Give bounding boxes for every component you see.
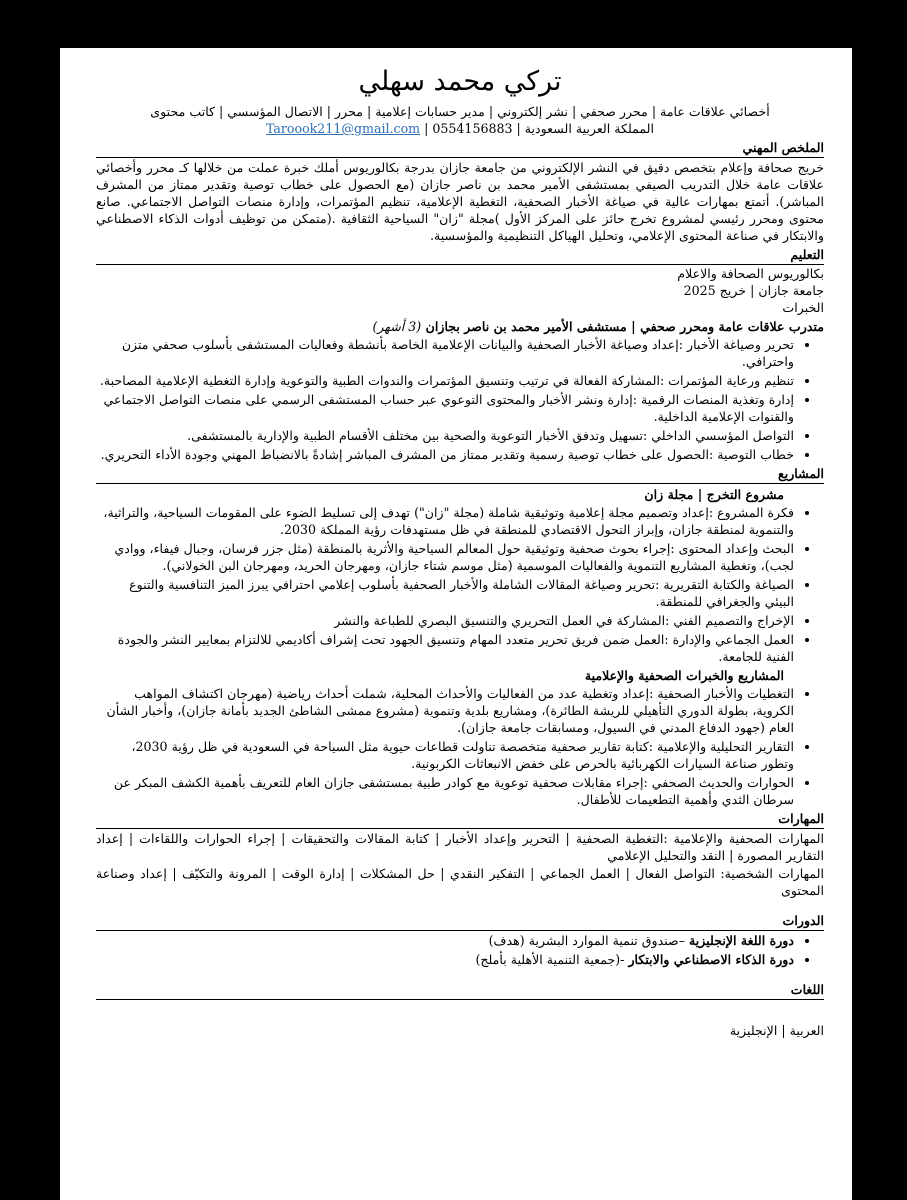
candidate-name: تركي محمد سهلي xyxy=(358,66,562,97)
personal-skills: المهارات الشخصية: التواصل الفعال | العمل الجماعي | التفكير النقدي | حل المشكلات | إدارة الوقت | المرونة والتكيّف | إعداد وصناعة المحتوى xyxy=(96,866,824,898)
resume-content xyxy=(96,58,824,1039)
skills-heading: المهارات xyxy=(96,811,824,829)
graduation-project-list xyxy=(96,504,824,665)
courses-list xyxy=(96,932,824,968)
education-degree: بكالوريوس الصحافة والاعلام xyxy=(677,266,824,281)
list-item: • التغطيات والأخبار الصحفية :إعداد وتغطية عدد من الفعاليات والأحداث المحلية، شملت أحداث رياضية (مهرجان اكتشاف المواهب الكروية، بطولة الدوري التأهيلي للريشة الطائرة)، ومشاريع بلدية وتنموية (مشروع ممشى الشاطئ الجديد بأمانة جازان)، وأخبار الشأن العام (جهود الدفاع المدني في السيول، ومسابقات جامعة جازان). xyxy=(96,685,794,736)
separator: | xyxy=(516,121,521,136)
summary-heading: الملخص المهني xyxy=(96,140,824,158)
phone: 0554156883 xyxy=(432,121,513,136)
list-item: • البحث وإعداد المحتوى :إجراء بحوث صحفية وتوثيقية حول المعالم السياحية والأثرية بالمنطقة (مثل جزر فرسان، وجبال فيفاء، ووادي لجب)، وتغطية المشاريع التنموية والفعاليات الموسمية (مثل موسم شتاء جازان، ومهرجان الحريد، ومهرجان البن الخولاني). xyxy=(96,540,794,574)
experience-heading: الخبرات xyxy=(782,300,824,315)
education-university: جامعة جازان xyxy=(758,283,824,298)
media-projects-list xyxy=(96,685,824,808)
contact-line xyxy=(96,120,824,137)
list-item: • الحوارات والحديث الصحفي :إجراء مقابلات صحفية توعوية مع كوادر طبية بمستشفى جازان العام للتعريف بأهمية الكشف المبكر عن سرطان الثدي وأهمية التطعيمات للأطفال. xyxy=(96,774,794,808)
list-item: • إدارة وتغذية المنصات الرقمية :إدارة ونشر الأخبار والمحتوى التوعوي عبر حساب المستشفى الرسمي على منصات التواصل الاجتماعي والقنوات الإعلامية الداخلية. xyxy=(96,391,794,425)
course-name: دورة الذكاء الاصطناعي والابتكار xyxy=(628,952,794,967)
job-period: (3 أشهر) xyxy=(372,319,422,334)
media-skills: المهارات الصحفية والإعلامية :التغطية الصحفية | التحرير وإعداد الأخبار | كتابة المقالات والتحقيقات | إجراء الحوارات واللقاءات | إعداد التقارير المصورة | النقد والتحليل الإعلامي xyxy=(96,831,824,863)
course-name: دورة اللغة الإنجليزية xyxy=(689,933,794,948)
list-item: • التواصل المؤسسي الداخلي :تسهيل وتدفق الأخبار التوعوية والصحية بين مختلف الأقسام الطبية والإدارية بالمستشفى. xyxy=(96,427,794,444)
projects-heading: المشاريع xyxy=(96,466,824,484)
job-title: متدرب علاقات عامة ومحرر صحفي | مستشفى الأمير محمد بن ناصر بجازان xyxy=(425,319,824,334)
courses-heading: الدورات xyxy=(96,913,824,931)
list-item: • تنظيم ورعاية المؤتمرات :المشاركة الفعالة في ترتيب وتنسيق المؤتمرات والندوات الطبية والتوعوية وإدارة التغطية الإعلامية المصاحبة. xyxy=(96,372,794,389)
education-graduation: خريج 2025 xyxy=(683,283,747,298)
list-item: • الإخراج والتصميم الفني :المشاركة في العمل التحريري والتنسيق البصري للطباعة والنشر xyxy=(96,612,794,629)
list-item: • الصياغة والكتابة التقريرية :تحرير وصياغة المقالات الشاملة والأخبار الصحفية بأسلوب إعلامي احترافي يبرز الميز التنافسية والتنوع البيئي والجغرافي للمنطقة. xyxy=(96,576,794,610)
separator: | xyxy=(424,121,429,136)
list-item: • فكرة المشروع :إعداد وتصميم مجلة إعلامية وتوثيقية شاملة (مجلة "زان") تهدف إلى تسليط الضوء على المقومات السياحية، والتراثية، والتنموية لمنطقة جازان، وإبراز التحول الاقتصادي للمنطقة في ظل مستهدفات رؤية المملكة 2030. xyxy=(96,504,794,538)
separator: | xyxy=(750,283,755,298)
job-titles: أخصائي علاقات عامة | محرر صحفي | نشر إلكتروني | مدير حسابات إعلامية | محرر | الاتصال المؤسسي | كاتب محتوى xyxy=(150,104,770,119)
course-org: –صندوق تنمية الموارد البشرية (هدف) xyxy=(488,933,686,948)
languages-heading: اللغات xyxy=(96,982,824,1000)
graduation-project-title: مشروع التخرج | مجلة زان xyxy=(644,487,784,502)
list-item xyxy=(96,951,794,968)
education-university-line xyxy=(96,282,824,299)
experience-list xyxy=(96,336,824,463)
location: المملكة العربية السعودية xyxy=(524,121,655,136)
languages-list: العربية | الإنجليزية xyxy=(729,1023,824,1038)
list-item: • تحرير وصياغة الأخبار :إعداد وصياغة الأخبار الصحفية والبيانات الإعلامية الخاصة بأنشطة وفعاليات المستشفى بأسلوب صحفي متزن واحترافي. xyxy=(96,336,794,370)
list-item: • خطاب التوصية :الحصول على خطاب توصية رسمية وتقدير ممتاز من المشرف المباشر إشادةً بالانضباط المهني وجودة الأداء التحريري. xyxy=(96,446,794,463)
list-item xyxy=(96,932,794,949)
email-link[interactable]: Taroook211@gmail.com xyxy=(265,121,421,136)
job-entry xyxy=(96,318,824,335)
media-projects-title: المشاريع والخبرات الصحفية والإعلامية xyxy=(584,668,784,683)
course-org: -(جمعية التنمية الأهلية بأملج) xyxy=(475,952,625,967)
list-item: • التقارير التحليلية والإعلامية :كتابة تقارير صحفية متخصصة تناولت قطاعات حيوية مثل السياحة في السعودية في ظل رؤية 2030، وتطور صناعة السيارات الكهربائية بالحرص على خفض الانبعاثات الكربونية. xyxy=(96,738,794,772)
education-heading: التعليم xyxy=(96,247,824,265)
resume-page xyxy=(60,48,852,1200)
summary-text: خريج صحافة وإعلام بتخصص دقيق في النشر الإلكتروني من جامعة جازان بدرجة بكالوريوس أملك خبرة عملت من خلالها كـ محرر وأخصائي علاقات عامة خلال التدريب الصيفي بمستشفى الأمير محمد بن ناصر جازان (مع الحصول على خطاب توصية وتقدير ممتاز من المشرف المباشر). أتمتع بمهارات عالية في صياغة الأخبار الصحفية، التغطية الإعلامية، تنظيم المؤتمرات، وإدارة منصات التواصل الاجتماعي. صانع محتوى ومحرر رئيسي لمشروع تخرج حائز على المركز الأول )مجلة "زان" السياحية الثقافية .(متمكن من توظيف أدوات الذكاء الاصطناعي والابتكار في صناعة المحتوى الإعلامي، وتحليل الهياكل التنظيمية والمؤسسية. xyxy=(96,160,824,243)
list-item: • العمل الجماعي والإدارة :العمل ضمن فريق تحرير متعدد المهام وتنسيق الجهود تحت إشراف أكاديمي للالتزام بمعايير النشر والجودة الفنية للجامعة. xyxy=(96,631,794,665)
